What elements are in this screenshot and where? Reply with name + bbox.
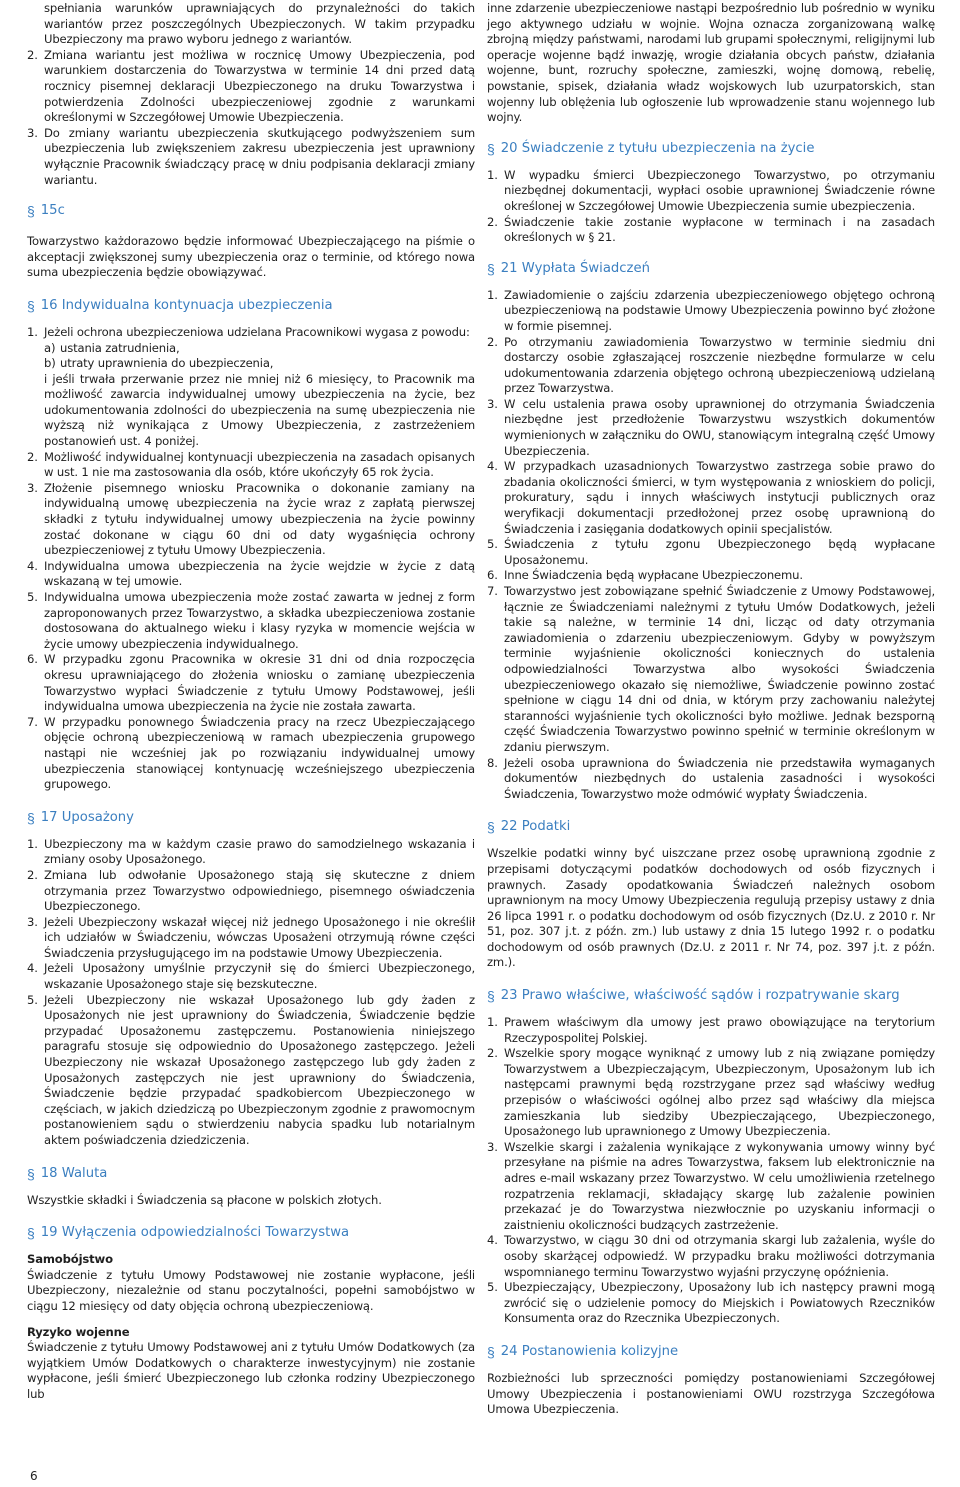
subheading: Samobójstwo [27,1252,113,1267]
section-heading-22 [487,818,935,836]
section-heading-16 [27,297,475,315]
item-text: Ubezpieczony ma w każdym czasie prawo do samodzielnego wskazania i zmiany osoby Uposażonego. [44,836,475,867]
item-number: 5. [487,1280,498,1295]
list-item [27,48,475,126]
section-symbol: § [27,297,35,314]
sub-item: a) ustania zatrudnienia, [44,340,180,355]
heading-text: 20 Świadczenie z tytułu ubezpieczenia na życie [500,140,815,156]
section-symbol: § [27,1225,35,1242]
section-heading-19 [27,1224,475,1242]
item-body [44,325,475,450]
item-text: Towarzystwo, w ciągu 30 dni od otrzymania skargi lub zażalenia, wyśle do osoby skarżącej odpowiedź. W przypadku braku możliwości dotrzymania wspomnianego terminu Towarzystwo wyjaśni przyczynę opóźnienia. [504,1233,935,1279]
item-number: 7. [27,714,38,729]
item-number: 5. [27,992,38,1007]
item-number: 4. [27,961,38,976]
left-column [27,1,475,1403]
item-number: 2. [27,867,38,882]
list-item [487,168,935,215]
item-number: 8. [487,755,498,770]
list-item [487,1233,935,1280]
item-text: Świadczenie takie zostanie wypłacone w terminach i na zasadach określonych w § 21. [504,214,935,245]
heading-text: 19 Wyłączenia odpowiedzialności Towarzystwa [40,1225,350,1241]
item-number: 1. [487,1015,498,1030]
section-symbol: § [487,819,495,836]
section-21-list [487,288,935,803]
item-text: Zawiadomienie o zajściu zdarzenia ubezpieczeniowego objętego ochroną ubezpieczeniową na podstawie Umowy Ubezpieczenia powinno być złożone w formie pisemnej. [504,287,935,333]
item-text: Po otrzymaniu zawiadomienia Towarzystwo w terminie siedmiu dni dostarczy osobie zgłaszającej roszczenie niezbędne formularze w celu udokumentowania zdarzenia objętego ochroną ubezpieczeniową udzielaną przez Towarzystwa. [504,334,935,396]
item-number: 1. [487,287,498,302]
list-item [487,288,935,335]
heading-text: 18 Waluta [40,1165,108,1181]
item-text: W przypadkach uzasadnionych Towarzystwo zastrzega sobie prawo do zbadania okoliczności śmierci, w tym występowania z wnioskiem do policji, prokuratury, sądu i innych właściwych instytucji publicznych oraz weryfikacji dokumentacji przedłożonej przez osobę uprawnioną do Świadczenia i zasięgania dodatkowych opinii specjalistów. [504,459,935,536]
section-heading-15c [27,202,475,220]
heading-text: 23 Prawo właściwe, właściwość sądów i rozpatrywanie skarg [500,988,900,1004]
list-item [487,1015,935,1046]
list-item [27,559,475,590]
item-text: Jeżeli ochrona ubezpieczeniowa udzielana Pracownikowi wygasa z powodu: [44,324,470,339]
list-item [27,715,475,793]
item-text: Złożenie pisemnego wniosku Pracownika o dokonanie zamiany na indywidualną umowę ubezpieczenia na życie wraz z zapłatą pierwszej składki z tytułu indywidualnej umowy ubezpieczenia na życie powinny zostać dokonane w ciągu 60 dni od daty wygaśnięcia ochrony ubezpieczeniowej z tytułu Umowy Ubezpieczenia. [44,480,475,558]
item-text: Jeżeli Ubezpieczony wskazał więcej niż jednego Uposażonego i nie określił ich udziałów w Świadczeniu, wówczas Uposażeni otrzymują równe części Świadczenia przysługującego im na podstawie Umowy Ubezpieczenia. [44,914,475,960]
item-number: 3. [27,480,38,495]
list-item [487,756,935,803]
item-text: Towarzystwo jest zobowiązane spełnić Świadczenie z Umowy Podstawowej, łącznie ze Świadczeniami należnymi z tytułu Umów Dodatkowych, jeżeli takie są należne, w terminie 14 dni, licząc od daty otrzymania zawiadomienia o zdarzeniu ubezpieczeniowym. Gdyby w powyższym terminie wyjaśnienie okoliczności koniecznych do ustalenia odpowiedzialności Towarzystwa albo wysokości Świadczenia ubezpieczeniowego okazało się niemożliwe, Świadczenie powinno zostać spełnione w ciągu 14 dni od dnia, w którym przy zachowaniu należytej staranności wyjaśnienie tych okoliczności było możliwe. Jednak bezsporną część Świadczenia Towarzystwo powinno spełnić w terminie określonym w zdaniu pierwszym. [504,584,935,754]
section-20-list [487,168,935,246]
paragraph-text: Świadczenie z tytułu Umowy Podstawowej nie zostanie wypłacone, jeśli Ubezpieczony, niezależnie od stanu poczytalności, popełni samobójstwo w ciągu 12 miesięcy od daty objęcia ochroną ubezpieczeniową. [27,1267,475,1313]
section-heading-17 [27,809,475,827]
section-16-list [27,450,475,793]
item-text: i jeśli trwała przerwanie przez nie mniej niż 6 miesięcy, to Pracownik ma możliwość zawarcia indywidualnej umowy ubezpieczenia na życie, bez udokumentowania zdolności do ubezpieczenia na sumę ubezpieczenia nie wyższą niż wynikająca z Umowy Ubezpieczenia, z zastrzeżeniem postanowień ust. 4 poniżej. [44,371,475,449]
paragraph-text: Wszystkie składki i Świadczenia są płacone w polskich złotych. [27,1192,382,1207]
item-text: Ubezpieczający, Ubezpieczony, Uposażony lub ich następcy prawni mogą zwrócić się o udzielenie pomocy do Miejskich i Powiatowych Rzeczników Konsumenta oraz do Rzecznika Ubezpieczonych. [504,1280,935,1326]
list-item [487,397,935,459]
section-heading-20 [487,140,935,158]
paragraph-text: inne zdarzenie ubezpieczeniowe nastąpi bezpośrednio lub pośrednio w wyniku jego aktywnego udziału w wojnie. Wojna oznacza zorganizowaną walkę zbrojną między państwami, narodami lub grupami społecznymi, religijnymi lub operacje wojenne bądź inwazję, wrogie działania obcych państw, działania wojenne, bunt, rozruchy społeczne, zamieszki, wojnę domową, rebelię, powstanie, spisek, działania władz wojskowych lub uzurpatorskich, stan wojenny lub oblężenia lub ogłoszenie lub wprowadzenie stanu wojennego lub wojny. [487,1,935,125]
item-number: 3. [487,1139,498,1154]
item-number: 2. [487,214,498,229]
list-item [27,652,475,714]
item-text: Jeżeli Ubezpieczony nie wskazał Uposażonego lub gdy żaden z Uposażonych nie jest uprawniony do Świadczenia, Świadczenie będzie przypadać Uposażonemu zastępczemu. Postanowienia niniejszego paragrafu stosuje się odpowiednio do Uposażonego zastępczego. Jeżeli Ubezpieczony nie wskazał Uposażonego zastępczego lub gdy żaden z Uposażonych zastępczych nie jest uprawniony do Świadczenia, Świadczenie będzie przypadać spadkobiercom Ubezpieczonego w częściach, w jakich dziedziczą po Ubezpieczonym zgodnie z prawomocnym postanowieniem sądu o stwierdzeniu nabycia spadku lub notarialnym aktem poświadczenia dziedziczenia. [44,992,475,1147]
paragraph-text: Świadczenie z tytułu Umowy Podstawowej ani z tytułu Umów Dodatkowych (za wyjątkiem Umów Dodatkowych o charakterze inwestycyjnym) nie zostanie wypłacone, jeśli śmierć Ubezpieczonego lub członka rodziny Ubezpieczonego lub [27,1340,475,1401]
list-item [27,837,475,868]
sub-item-text: utraty uprawnienia do ubezpieczenia, [60,356,274,371]
section-symbol: § [27,203,35,220]
heading-text: 16 Indywidualna kontynuacja ubezpieczenia [40,297,333,313]
item-number: 1. [27,324,38,339]
item-number: 2. [487,1046,498,1061]
item-number: 2. [27,449,38,464]
item-text: W wypadku śmierci Ubezpieczonego Towarzystwo, po otrzymaniu niezbędnej dokumentacji, wypłaci osobie uprawnionej Świadczenie równe określonej w Szczegółowej Umowie Ubezpieczenia sumie ubezpieczenia. [504,167,935,213]
item-number: 2. [27,47,38,62]
list-item [27,481,475,559]
item-number: 5. [487,537,498,552]
item-number: 7. [487,584,498,598]
item-text: Do zmiany wariantu ubezpieczenia skutkującego podwyższeniem sum ubezpieczenia lub zwiększeniem zakresu ubezpieczenia jest uprawniony wyłącznie Pracownik świadczący pracę w dniu podpisania deklaracji zmiany wariantu. [44,125,475,187]
item-text: W przypadku zgonu Pracownika w okresie 31 dni od dnia rozpoczęcia okresu uprawniającego do złożenia wniosku o zamianę ubezpieczenia Towarzystwo wypłaci Świadczenie z tytułu Umowy Podstawowej, jeśli indywidualna umowa ubezpieczenia na życie nie została zawarta. [44,652,475,714]
paragraph-text: Wszelkie podatki winny być uiszczane przez osobę uprawnioną zgodnie z przepisami dotyczącymi podatków dochodowych od osób fizycznych i prawnych. Zasady opodatkowania Świadczeń należnych osobom uprawnionym na mocy Umowy Ubezpieczenia regulują przepisy ustawy z dnia 26 lipca 1991 r. o podatku dochodowym od osób fizycznych (Dz.U. z 2010 r. Nr 51, poz. 307 j.t. z późn. zm.) lub ustawy z dnia 15 lutego 1992 r. o podatku dochodowym od osób prawnych (Dz.U. z 2011 r. Nr 74, poz. 397 j.t. z późn. zm.). [487,846,935,970]
section-17-list [27,837,475,1149]
item-text: W przypadku ponownego Świadczenia pracy na rzecz Ubezpieczającego objęcie ochroną ubezpieczeniową w ramach ubezpieczenia grupowego nastąpi nie wcześniej jak po rozwiązaniu indywidualnej umowy ubezpieczenia stanowiącej kontynuację wcześniejszego ubezpieczenia grupowego. [44,714,475,792]
item-text: Wszelkie spory mogące wyniknąć z umowy lub z nią związane pomiędzy Towarzystwem a Ubezpieczającym, Ubezpieczonym, Uposażonym lub ich następcami prawnymi będą rozstrzygane przez sąd właściwy według przepisów o właściwości ogólnej albo przez sąd właściwy dla miejsca zamieszkania lub siedziby Ubezpieczającego, Ubezpieczonego, Uposażonego lub uprawnionego z Umowy Ubezpieczenia. [504,1046,935,1139]
heading-text: 21 Wypłata Świadczeń [500,260,650,276]
list-item [487,1280,935,1327]
right-column [487,1,935,1418]
item-text: Inne Świadczenia będą wypłacane Ubezpieczonemu. [504,568,803,583]
section-symbol: § [487,140,495,157]
section-symbol: § [487,1343,495,1360]
list-item [487,335,935,397]
section-heading-21 [487,260,935,278]
item-number: 4. [27,558,38,573]
heading-text: 22 Podatki [500,819,571,835]
sub-item: b) utraty uprawnienia do ubezpieczenia, [44,356,274,371]
page-number: 6 [30,1469,38,1483]
item-text: Możliwość indywidualnej kontynuacji ubezpieczenia na zasadach opisanych w ust. 1 nie ma zastosowania dla osób, które ukończyły 65 rok życia. [44,449,475,480]
section-symbol: § [27,1165,35,1182]
paragraph-text: Rozbieżności lub sprzeczności pomiędzy postanowieniami Szczegółowej Umowy Ubezpieczenia i postanowieniami OWU rozstrzyga Szczegółowa Umowa Ubezpieczenia. [487,1370,935,1417]
item-text: W celu ustalenia prawa osoby uprawnionej do otrzymania Świadczenia niezbędne jest przedłożenie Towarzystwu wszystkich dokumentów wymienionych w załączniku do OWU, stanowiącym integralną część Umowy Ubezpieczenia. [504,396,935,458]
item-number: 4. [487,459,498,474]
list-item [27,868,475,915]
item-text: Zmiana wariantu jest możliwa w rocznicę Umowy Ubezpieczenia, pod warunkiem dostarczenia do Towarzystwa w terminie 14 dni przed datą rocznicy pisemnej deklaracji Ubezpieczonego na druku Towarzystwa i potwierdzenia Zdolności ubezpieczeniowej zgodnie z warunkami określonymi w Szczegółowej Umowie Ubezpieczenia. [44,47,475,125]
item-text: Prawem właściwym dla umowy jest prawo obowiązujące na terytorium Rzeczypospolitej Polskiej. [504,1015,935,1045]
item-number: 5. [27,590,38,604]
list-item [487,568,935,584]
item-text: Zmiana lub odwołanie Uposażonego stają się skuteczne z dniem otrzymania przez Towarzystwo odpowiedniego, pisemnego oświadczenia Ubezpieczonego. [44,867,475,914]
list-item [27,961,475,992]
section-symbol: § [487,988,495,1005]
list-item [27,126,475,188]
item-number: 1. [487,167,498,182]
item-text: Świadczenia z tytułu zgonu Ubezpieczonego będą wypłacane Uposażonemu. [504,537,935,567]
list-item [487,537,935,568]
section-symbol: § [487,260,495,277]
item-number: 3. [27,914,38,929]
item-text: Wszelkie skargi i zażalenia wynikające z wykonywania umowy winny być przesyłane na piśmie na adres Towarzystwa, faksem lub elektronicznie na adres e-mail wskazany przez Towarzystwo. W celu umożliwienia rzetelnego rozpatrzenia reklamacji, składający skargę lub zażalenie powinien przekazać je do Towarzystwa niezwłocznie po uzyskaniu informacji o zaistnieniu okoliczności budzących zastrzeżenie. [504,1139,935,1232]
item-text: Jeżeli osoba uprawniona do Świadczenia nie przedstawiła wymaganych dokumentów niezbędnych do ustalenia zasadności i wysokości Świadczenia, Towarzystwo może odmówić wypłaty Świadczenia. [504,755,935,801]
section-23-list [487,1015,935,1327]
list-item [27,993,475,1149]
item-number: 1. [27,836,38,851]
intro-continuation [44,1,475,48]
list-item [487,1140,935,1234]
sub-item-text: ustania zatrudnienia, [60,340,180,355]
paragraph-text: Towarzystwo każdorazowo będzie informować Ubezpieczającego na piśmie o akceptacji zwiększonej sumy ubezpieczenia oraz o terminie, od którego nowa suma ubezpieczenia będzie obowiązywać. [27,234,475,280]
heading-text: 17 Uposażony [40,809,134,825]
section-symbol: § [27,809,35,826]
list-item [487,1046,935,1140]
item-text: Indywidualna umowa ubezpieczenia na życie wejdzie w życie z datą wskazaną w tej umowie. [44,558,475,589]
heading-text: 24 Postanowienia kolizyjne [500,1343,679,1359]
item-number: 3. [487,396,498,411]
item-number: 4. [487,1233,498,1248]
list-item [487,459,935,537]
paragraph-text: spełniania warunków uprawniających do przynależności do takich wariantów przez poszczególnych Ubezpieczonych. W takim przypadku Ubezpieczony ma prawo wyboru jednego z wariantów. [44,1,475,47]
item-number: 6. [487,568,498,583]
list-item [487,584,935,756]
item-number: 2. [487,334,498,349]
list-item [27,450,475,481]
heading-text: 15c [40,203,65,219]
section-heading-18 [27,1165,475,1183]
section-heading-24 [487,1343,935,1361]
subheading: Ryzyko wojenne [27,1324,130,1339]
list-item [27,915,475,962]
item-text: Jeżeli Uposażony umyślnie przyczynił się do śmierci Ubezpieczonego, wskazanie Uposażonego staje się bezskuteczne. [44,961,475,992]
item-number: 6. [27,652,38,667]
item-number: 3. [27,125,38,140]
section-heading-23 [487,987,935,1005]
list-item [27,325,475,450]
item-text: Indywidualna umowa ubezpieczenia może zostać zawarta w jednej z form zaproponowanych przez Towarzystwo, a składka ubezpieczeniowa zostanie dostosowana do aktualnego wieku i klasy ryzyka w momencie wejścia w życie umowy ubezpieczenia indywidualnego. [44,590,475,651]
list-item [27,590,475,652]
list-item [487,215,935,246]
